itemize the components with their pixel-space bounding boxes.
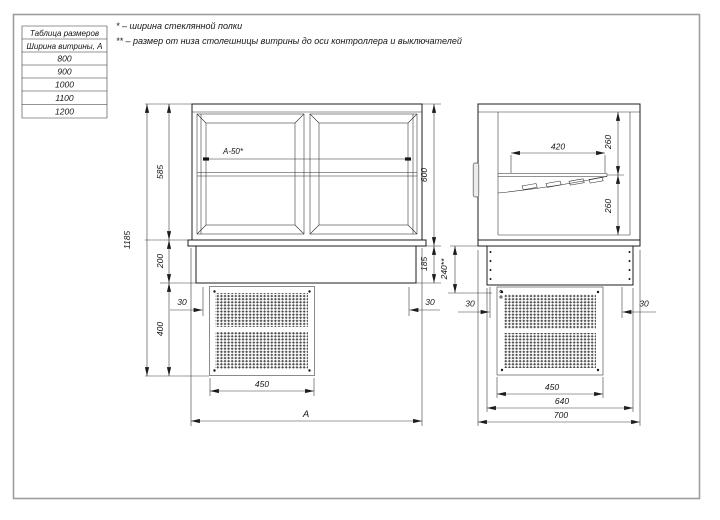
dim-grille-offset-left: 30	[177, 297, 187, 307]
footnote-glass-shelf: * – ширина стеклянной полки	[116, 21, 243, 31]
dim-grille-offset-right: 30	[425, 297, 435, 307]
shelf-end-tick	[405, 157, 411, 160]
dim-body-depth: 640	[554, 396, 570, 406]
grille-perforation	[504, 294, 596, 329]
dim-shelf-depth: 420	[550, 141, 566, 152]
dim-grille-depth: 450	[544, 382, 560, 392]
dim-above-shelf: 260	[603, 134, 613, 150]
dim-offset-right: 30	[639, 298, 649, 309]
size-table-value: 1200	[55, 106, 74, 117]
dim-below-shelf: 260	[603, 198, 613, 214]
size-table-value: 1000	[55, 79, 74, 90]
size-table-value: 800	[57, 53, 72, 64]
grille-perforation	[504, 333, 596, 368]
dim-counter-height-right: 185	[419, 256, 429, 272]
grille-perforation	[215, 332, 308, 369]
dim-offset-left: 30	[465, 298, 475, 309]
dim-shelf-width-label: А-50*	[222, 147, 244, 156]
shelf-end-tick	[203, 157, 209, 160]
dim-overall-depth: 700	[553, 410, 569, 420]
grille-perforation	[215, 293, 308, 327]
drawing-border	[14, 15, 700, 499]
size-table-title: Таблица размеров	[29, 28, 100, 38]
size-table-subtitle: Ширина витрины, А	[26, 41, 103, 51]
dim-overall-width: А	[302, 409, 310, 420]
size-table-value: 900	[57, 66, 72, 77]
dim-glass-section-height: 585	[155, 164, 165, 180]
door-handle	[473, 163, 479, 197]
dim-counter-section-height: 200	[155, 253, 165, 269]
dim-controller-height: 240**	[439, 258, 449, 280]
dim-grille-width: 450	[254, 379, 270, 389]
dim-total-height: 1185	[122, 230, 132, 250]
footnote-controller-axis: ** – размер от низа столешницы витрины до оси контроллера и выключателей	[116, 36, 462, 46]
size-table-value: 1100	[55, 93, 74, 103]
dim-case-height: 600	[419, 167, 429, 183]
dim-grille-section-height: 400	[155, 321, 165, 337]
